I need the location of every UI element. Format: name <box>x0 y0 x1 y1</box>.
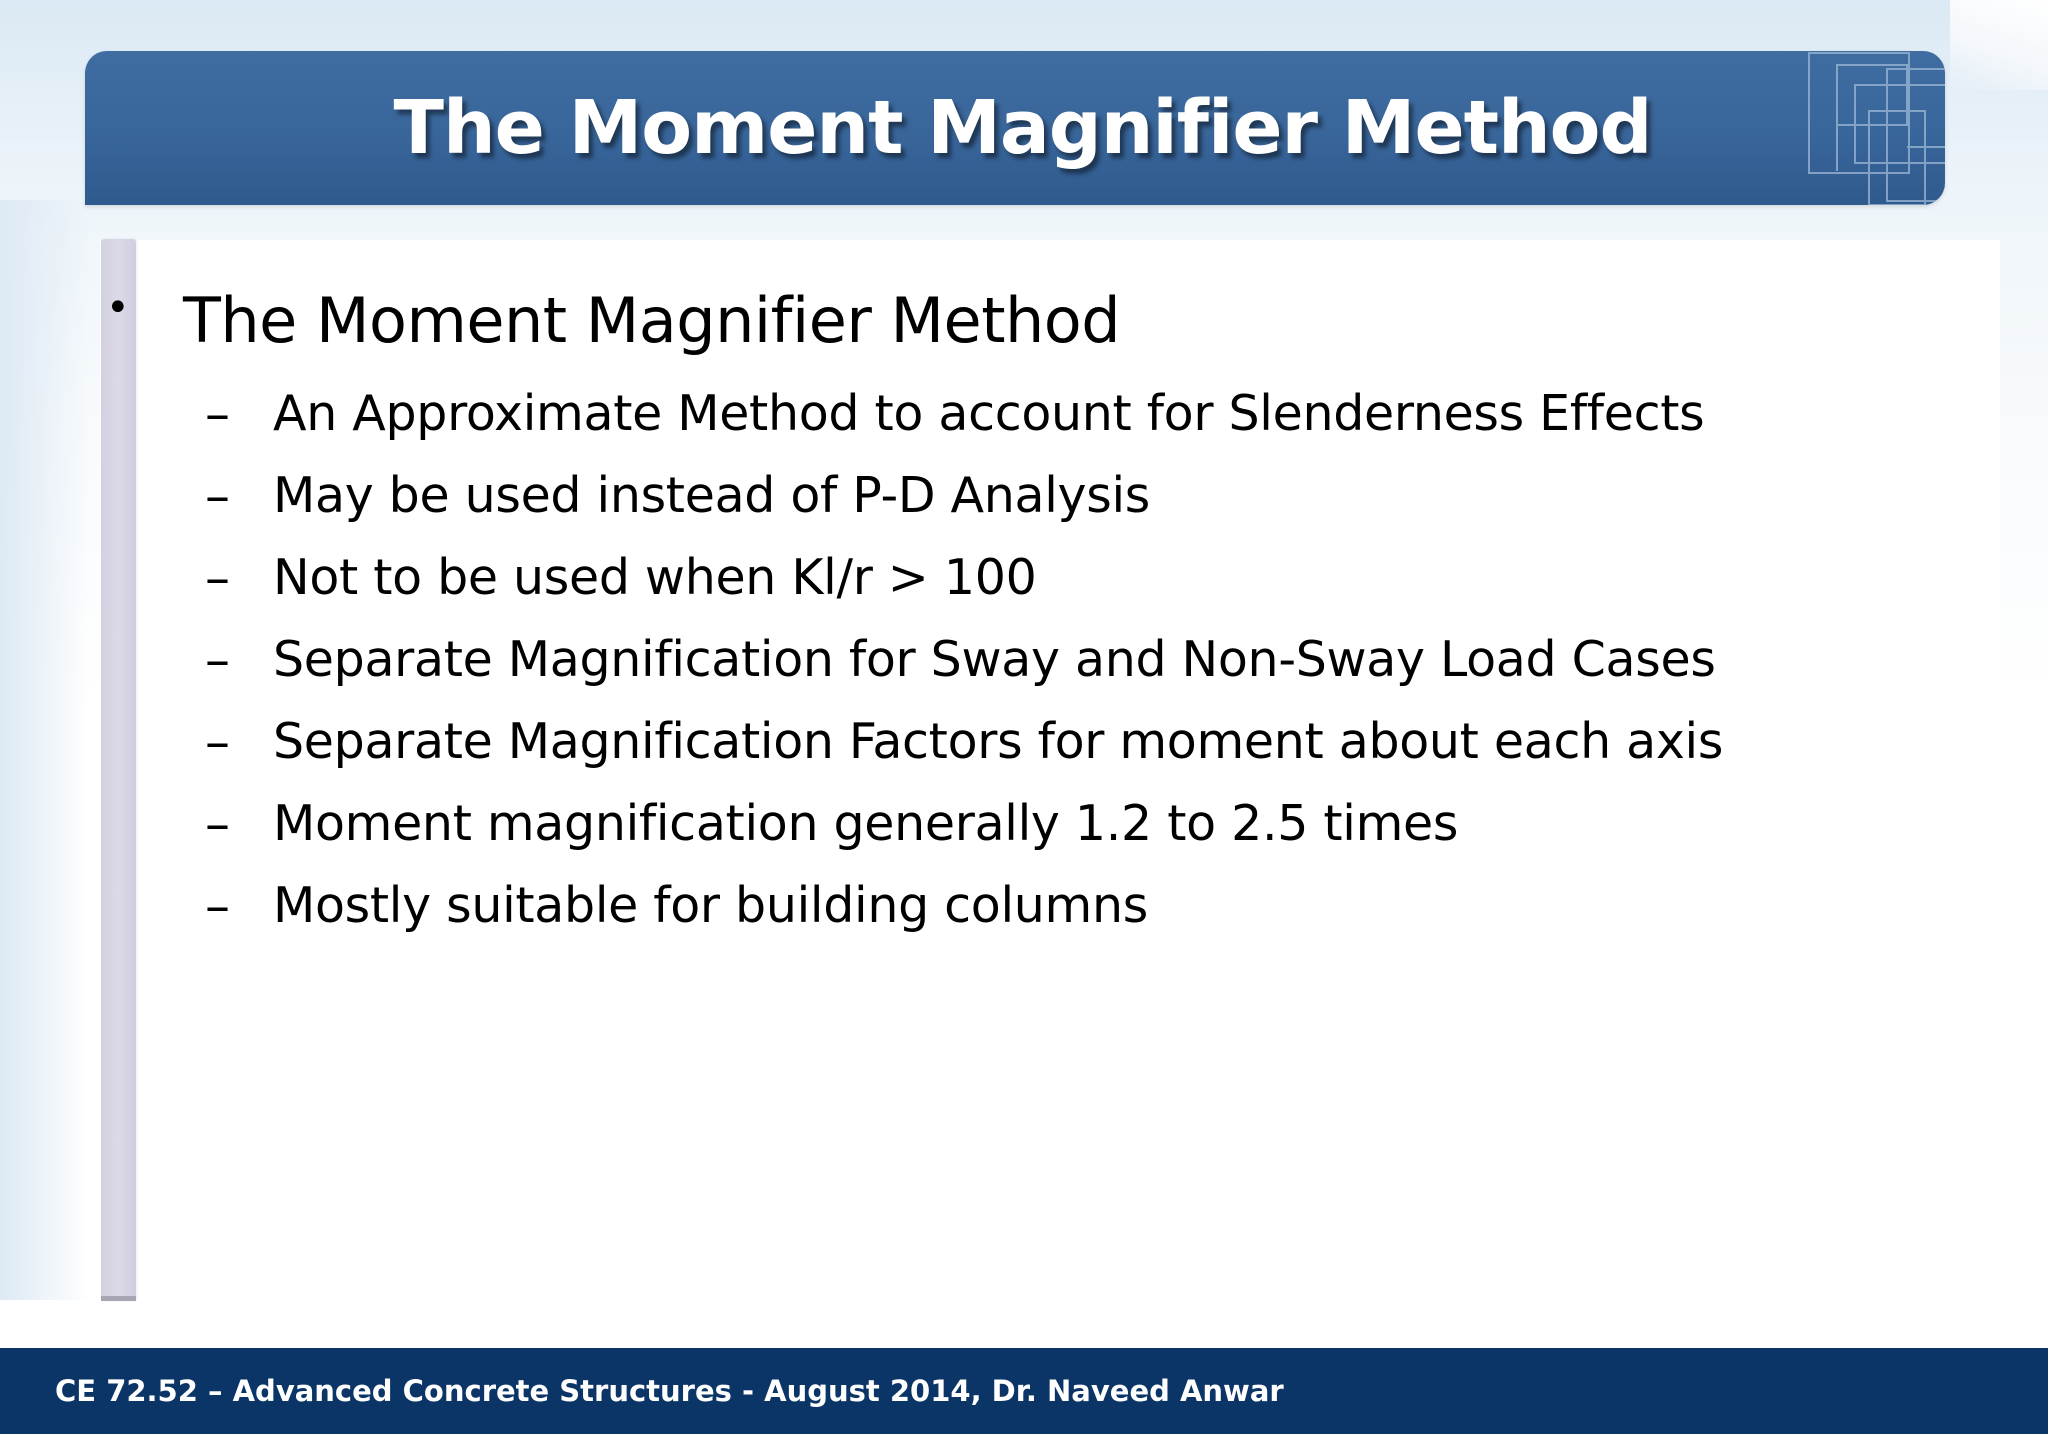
footer-bar <box>0 1348 2048 1434</box>
title-bar <box>85 51 1945 205</box>
side-rail <box>101 239 136 1301</box>
sub-bullet-text: Not to be used when Kl/r > 100 <box>273 549 1037 606</box>
nested-squares-logo-icon <box>1807 51 1945 205</box>
dash-marker: – <box>205 385 230 443</box>
sub-bullet-text: May be used instead of P-D Analysis <box>273 467 1151 524</box>
sub-bullet-text: Separate Magnification Factors for moment about each axis <box>273 713 1724 770</box>
dash-marker: – <box>205 549 230 607</box>
slide-title: The Moment Magnifier Method <box>393 85 1652 171</box>
dash-marker: – <box>205 795 230 853</box>
side-rail-bottom-edge <box>101 1296 136 1301</box>
sub-bullet-text: An Approximate Method to account for Slenderness Effects <box>273 385 1705 442</box>
dash-marker: – <box>205 713 230 771</box>
sub-bullet-text: Moment magnification generally 1.2 to 2.5 times <box>273 795 1459 852</box>
dash-marker: – <box>205 877 230 935</box>
main-bullet-text: The Moment Magnifier Method <box>183 284 1121 357</box>
sub-bullet-text: Separate Magnification for Sway and Non-Sway Load Cases <box>273 631 1716 688</box>
background-corner <box>1950 0 2048 90</box>
sub-bullet-text: Mostly suitable for building columns <box>273 877 1148 934</box>
background-left-glow <box>0 200 90 1300</box>
dash-marker: – <box>205 631 230 689</box>
main-bullet-marker: • <box>106 285 130 331</box>
footer-text: CE 72.52 – Advanced Concrete Structures - August 2014, Dr. Naveed Anwar <box>55 1374 1284 1408</box>
dash-marker: – <box>205 467 230 525</box>
